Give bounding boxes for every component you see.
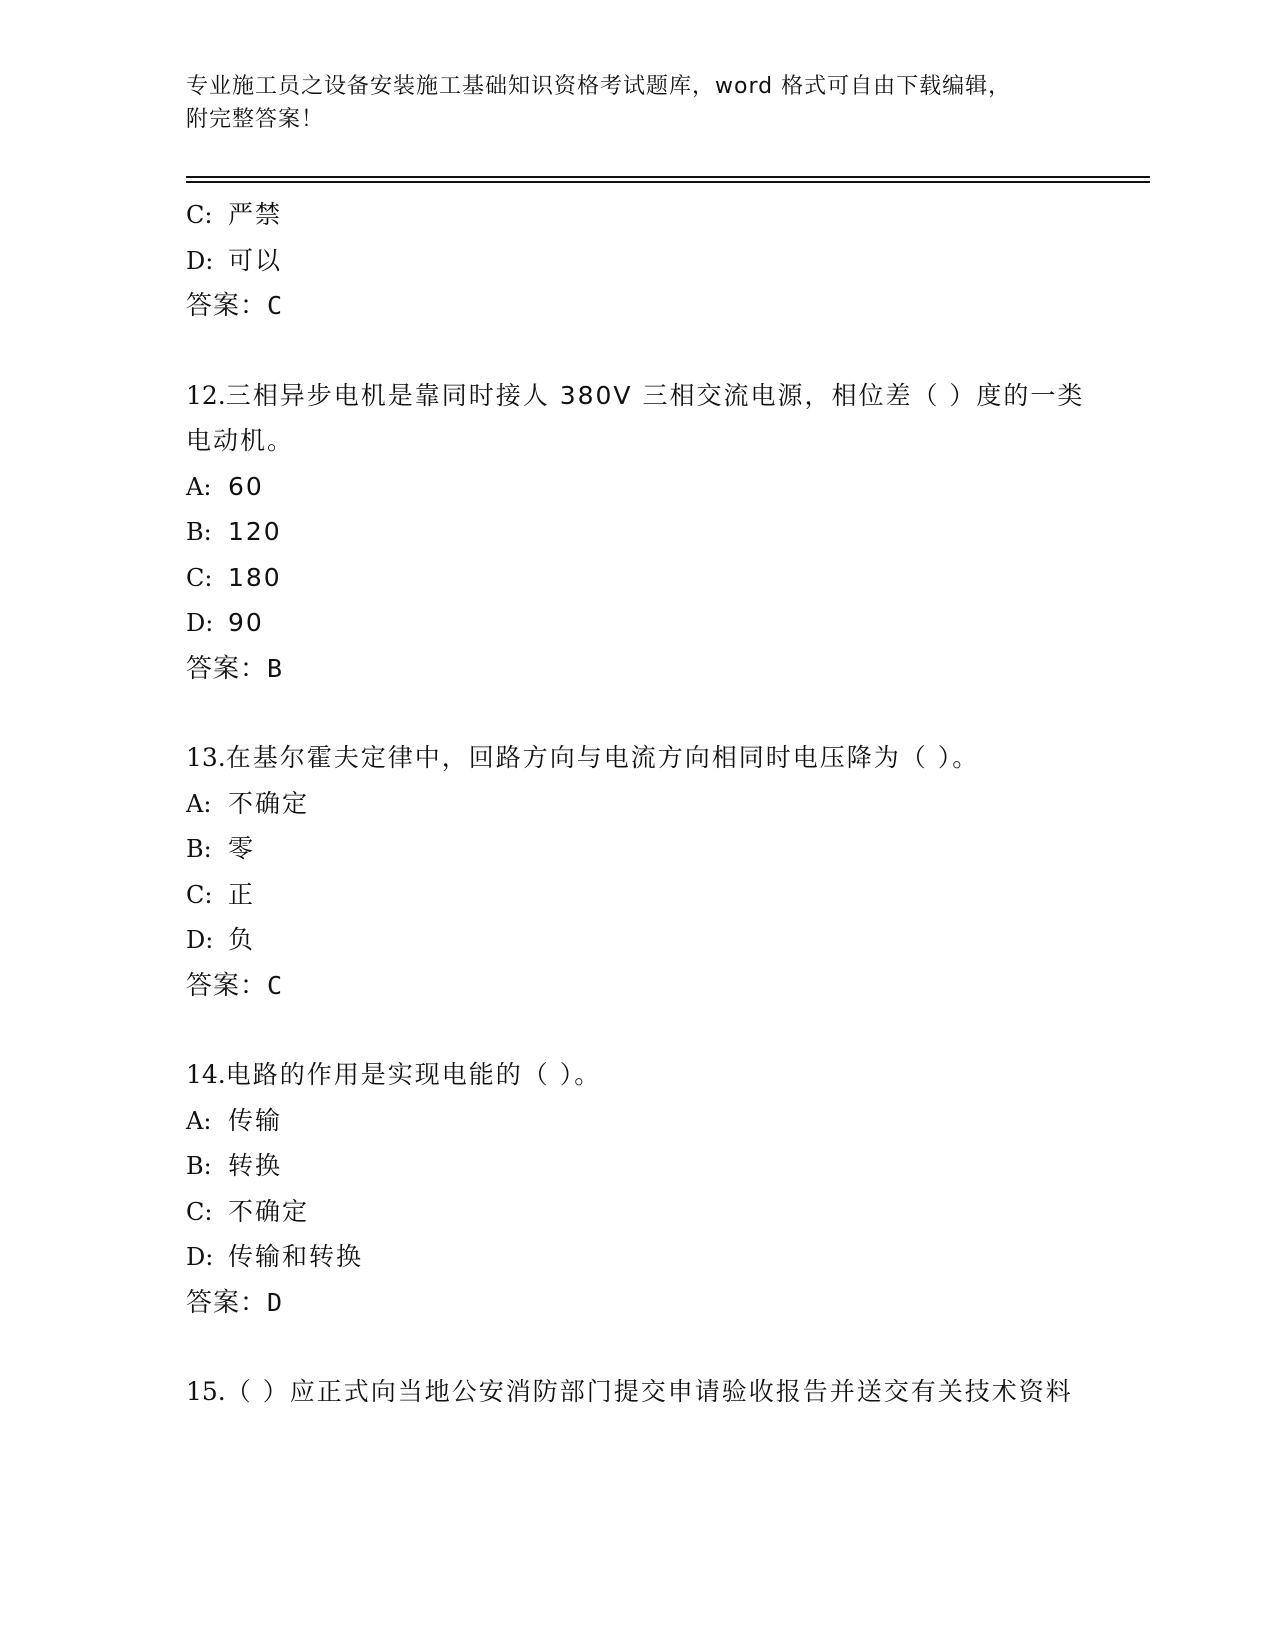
option-text: 传输 [228, 1105, 283, 1135]
option-c [186, 192, 1126, 238]
question-stem [186, 1369, 1086, 1415]
header-divider-top [186, 176, 1150, 178]
option-text: 传输和转换 [228, 1242, 364, 1271]
option-a [186, 781, 1126, 827]
answer-value: C [267, 291, 284, 320]
option-c [186, 1189, 1126, 1235]
question-number: 12. [186, 380, 226, 410]
option-text: 不确定 [228, 1196, 310, 1226]
question-14 [186, 1052, 1126, 1325]
option-b [186, 826, 1126, 872]
option-letter: A: [186, 1106, 212, 1135]
option-letter: C: [186, 1197, 213, 1226]
question-text: （ ）应正式向当地公安消防部门提交申请验收报告并送交有关技术资料 [225, 1377, 1073, 1406]
option-a [186, 1098, 1126, 1144]
answer-label: 答案： [186, 291, 268, 321]
question-text: 三相异步电机是靠同时接人 380V 三相交流电源，相位差（ ）度的一类电动机。 [186, 380, 1085, 455]
option-text: 60 [228, 471, 264, 501]
option-letter: A: [186, 472, 212, 501]
option-b [186, 1143, 1126, 1189]
question-number: 14. [186, 1060, 226, 1089]
option-a [186, 464, 1126, 510]
option-letter: D: [186, 1243, 214, 1271]
option-text: 转换 [228, 1151, 283, 1180]
option-letter: D: [186, 246, 214, 275]
option-letter: C: [186, 563, 213, 592]
document-body [186, 192, 1126, 1415]
question-12 [186, 373, 1126, 692]
question-11-tail [186, 192, 1126, 329]
question-number: 13. [186, 743, 226, 772]
option-text: 可以 [228, 245, 283, 275]
option-letter: C: [186, 201, 213, 229]
option-d [186, 1234, 1126, 1280]
option-d [186, 238, 1126, 284]
question-stem [186, 373, 1086, 464]
answer-value: C [267, 970, 284, 1000]
question-15 [186, 1369, 1126, 1415]
answer-value: B [267, 653, 284, 683]
header-line-1: 专业施工员之设备安装施工基础知识资格考试题库，word 格式可自由下载编辑， [186, 74, 1012, 99]
question-number: 15. [186, 1377, 226, 1406]
option-b [186, 509, 1126, 555]
option-letter: D: [186, 926, 214, 954]
answer-line [186, 646, 1126, 692]
option-text: 不确定 [228, 788, 310, 818]
option-text: 正 [228, 879, 256, 909]
option-d [186, 917, 1126, 963]
option-c [186, 555, 1126, 601]
option-text: 零 [228, 834, 256, 863]
option-letter: C: [186, 880, 213, 909]
question-stem [186, 1052, 1086, 1098]
option-c [186, 872, 1126, 918]
question-13 [186, 735, 1126, 1008]
option-letter: D: [186, 609, 214, 637]
answer-line [186, 963, 1126, 1009]
answer-label: 答案： [186, 970, 268, 1001]
document-header [186, 70, 1066, 136]
header-divider-bottom [186, 181, 1150, 183]
option-text: 90 [228, 608, 264, 637]
option-text: 120 [228, 517, 282, 546]
answer-line [186, 283, 1126, 329]
question-text: 电路的作用是实现电能的（ ）。 [225, 1060, 602, 1089]
answer-label: 答案： [186, 653, 268, 684]
header-line-2: 附完整答案！ [186, 107, 325, 132]
option-letter: B: [186, 518, 212, 546]
option-text: 负 [228, 925, 256, 954]
option-letter: A: [186, 789, 212, 818]
option-text: 180 [228, 562, 282, 592]
question-text: 在基尔霍夫定律中，回路方向与电流方向相同时电压降为（ ）。 [225, 743, 980, 772]
option-letter: B: [186, 835, 212, 863]
answer-value: D [267, 1287, 284, 1317]
option-d [186, 600, 1126, 646]
answer-label: 答案： [186, 1287, 268, 1318]
question-stem [186, 735, 1086, 781]
answer-line [186, 1280, 1126, 1326]
option-letter: B: [186, 1152, 212, 1180]
option-text: 严禁 [228, 200, 283, 229]
